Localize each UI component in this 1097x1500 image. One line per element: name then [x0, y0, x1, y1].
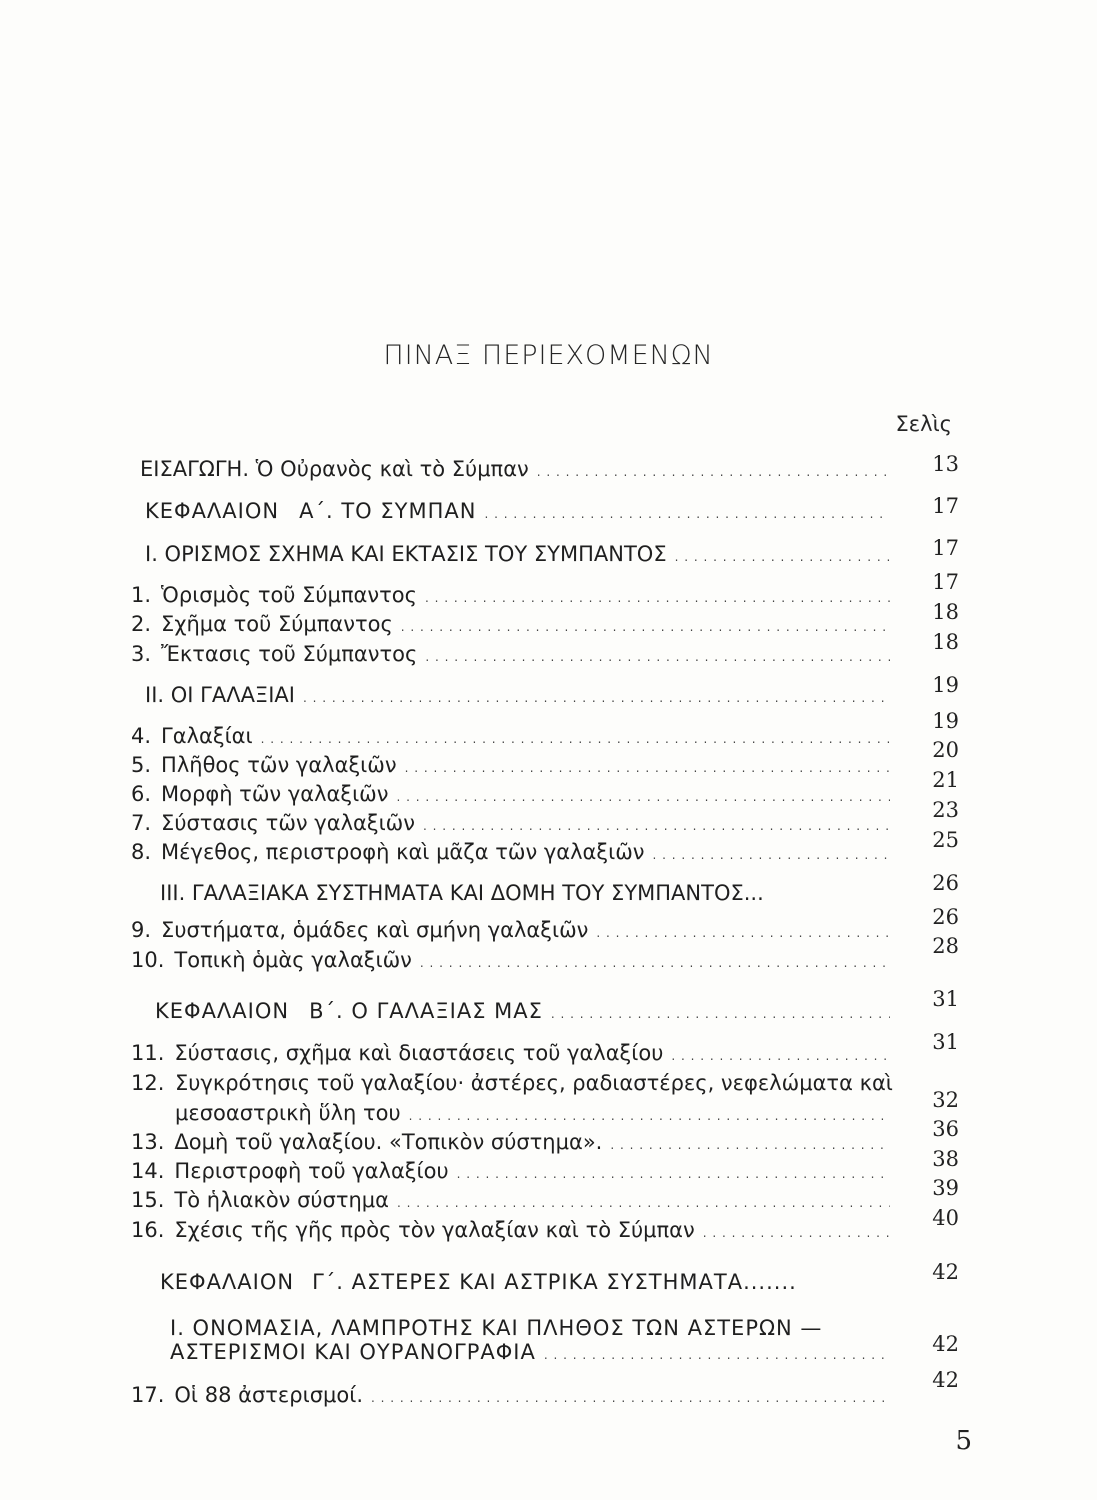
page-ref: 26	[932, 871, 959, 895]
toc-entry[interactable]: 6. Μορφὴ τῶν γαλαξιῶν . . .	[131, 782, 900, 812]
dot-leader	[675, 542, 890, 566]
page-ref: 18	[932, 600, 959, 624]
dot-leader	[423, 811, 890, 835]
dot-leader	[537, 457, 890, 481]
page-ref: 38	[932, 1147, 959, 1171]
dot-leader	[397, 782, 891, 806]
page-ref: 31	[932, 987, 959, 1011]
dot-leader	[596, 918, 890, 942]
toc-section-1[interactable]: Ι. ΟΡΙΣΜΟΣ ΣΧΗΜΑ ΚΑΙ ΕΚΤΑΣΙΣ ΤΟΥ ΣΥΜΠΑΝΤΟΣ . . .	[145, 542, 900, 572]
dot-leader	[425, 583, 890, 607]
dot-leader	[371, 1383, 890, 1407]
toc-entry[interactable]: 16. Σχέσις τῆς γῆς πρὸς τὸν γαλαξίαν καὶ τὸ Σύμπαν . . .	[131, 1218, 900, 1248]
page-ref: 18	[932, 630, 959, 654]
toc-section-c1-line2[interactable]: ΑΣΤΕΡΙΣΜΟΙ ΚΑΙ ΟΥΡΑΝΟΓΡΑΦΙΑ . . .	[170, 1340, 900, 1370]
page-number: 5	[955, 1426, 972, 1456]
page-ref: 42	[932, 1260, 959, 1284]
toc-entry[interactable]: 2. Σχῆμα τοῦ Σύμπαντος . . .	[131, 612, 900, 642]
page-ref: 17	[932, 494, 959, 518]
page-ref: 36	[932, 1117, 959, 1141]
toc-chapter-c[interactable]: ΚΕΦΑΛΑΙΟΝ Γ΄. ΑΣΤΕΡΕΣ ΚΑΙ ΑΣΤΡΙΚΑ ΣΥΣΤΗΜΑΤΑ.......	[160, 1270, 797, 1294]
page-ref: 39	[932, 1176, 959, 1200]
page-ref: 32	[932, 1088, 959, 1112]
toc-entry[interactable]: 8. Μέγεθος, περιστροφὴ καὶ μᾶζα τῶν γαλαξιῶν . . .	[131, 840, 900, 870]
page-ref: 31	[932, 1030, 959, 1054]
dot-leader	[484, 499, 890, 523]
dot-leader	[671, 1041, 890, 1065]
page-ref: 42	[932, 1332, 959, 1356]
dot-leader	[409, 1101, 890, 1125]
toc-section-c1-line1[interactable]: Ι. ΟΝΟΜΑΣΙΑ, ΛΑΜΠΡΟΤΗΣ ΚΑΙ ΠΛΗΘΟΣ ΤΩΝ ΑΣΤΕΡΩΝ —	[170, 1316, 823, 1340]
toc-entry[interactable]: 15. Τὸ ἡλιακὸν σύστημα . . .	[131, 1188, 900, 1218]
dot-leader	[425, 642, 890, 666]
toc-entry[interactable]: 5. Πλῆθος τῶν γαλαξιῶν . . .	[131, 753, 900, 783]
dot-leader	[397, 1188, 890, 1212]
page-ref: 17	[932, 570, 959, 594]
toc-entry[interactable]: 12. Συγκρότησις τοῦ γαλαξίου· ἀστέρες, ραδιαστέρες, νεφελώματα καὶ	[131, 1071, 893, 1095]
toc-entry[interactable]: 7. Σύστασις τῶν γαλαξιῶν . . .	[131, 811, 900, 841]
dot-leader	[401, 612, 890, 636]
page-title: ΠΙΝΑΞ ΠΕΡΙΕΧΟΜΕΝΩΝ	[383, 340, 714, 371]
page-ref: 40	[932, 1206, 959, 1230]
page-ref: 23	[932, 798, 959, 822]
dot-leader	[551, 999, 890, 1023]
page-ref: 26	[932, 905, 959, 929]
page-ref: 42	[932, 1368, 959, 1392]
page-ref: 20	[932, 738, 959, 762]
toc-entry[interactable]: 11. Σύστασις, σχῆμα καὶ διαστάσεις τοῦ γαλαξίου . . .	[131, 1041, 900, 1071]
page-ref: 25	[932, 828, 959, 852]
toc-entry[interactable]: 10. Τοπικὴ ὁμὰς γαλαξιῶν . . .	[131, 948, 900, 978]
dot-leader	[544, 1340, 890, 1364]
dot-leader	[405, 753, 890, 777]
dot-leader	[261, 724, 890, 748]
dot-leader	[610, 1130, 890, 1154]
page-column-label: Σελὶς	[895, 412, 952, 436]
page-ref: 28	[932, 934, 959, 958]
toc-entry-continued[interactable]: μεσοαστρικὴ ὕλη του . . .	[175, 1101, 900, 1131]
dot-leader	[653, 840, 890, 864]
toc-chapter-a[interactable]: ΚΕΦΑΛΑΙΟΝ Α΄. ΤΟ ΣΥΜΠΑΝ . . .	[145, 499, 900, 529]
page-ref: 17	[932, 536, 959, 560]
toc-entry[interactable]: 17. Οἱ 88 ἀστερισμοί. . . .	[131, 1383, 900, 1413]
dot-leader	[457, 1159, 890, 1183]
toc-entry[interactable]: 14. Περιστροφὴ τοῦ γαλαξίου . . .	[131, 1159, 900, 1189]
toc-entry[interactable]: 3. Ἔκτασις τοῦ Σύμπαντος . . .	[131, 642, 900, 672]
page-ref: 13	[932, 452, 959, 476]
toc-entry[interactable]: 13. Δομὴ τοῦ γαλαξίου. «Τοπικὸν σύστημα». . . .	[131, 1130, 900, 1160]
toc-entry[interactable]: 1. Ὁρισμὸς τοῦ Σύμπαντος . . .	[131, 583, 900, 613]
toc-entry[interactable]: 4. Γαλαξίαι . . .	[131, 724, 900, 754]
page-ref: 19	[932, 709, 959, 733]
toc-entry-intro[interactable]: ΕΙΣΑΓΩΓΗ. Ὁ Οὐρανὸς καὶ τὸ Σύμπαν . . .	[140, 457, 900, 487]
page-ref: 19	[932, 673, 959, 697]
toc-section-3[interactable]: ΙΙΙ. ΓΑΛΑΞΙΑΚΑ ΣΥΣΤΗΜΑΤΑ ΚΑΙ ΔΟΜΗ ΤΟΥ ΣΥΜΠΑΝΤΟΣ...	[160, 881, 764, 905]
toc-entry[interactable]: 9. Συστήματα, ὁμάδες καὶ σμήνη γαλαξιῶν . . .	[131, 918, 900, 948]
dot-leader	[703, 1218, 890, 1242]
dot-leader	[420, 948, 890, 972]
toc-section-2[interactable]: ΙΙ. ΟΙ ΓΑΛΑΞΙΑΙ . . .	[145, 683, 900, 713]
toc-chapter-b[interactable]: ΚΕΦΑΛΑΙΟΝ Β΄. Ο ΓΑΛΑΞΙΑΣ ΜΑΣ . . .	[155, 999, 900, 1029]
page-ref: 21	[932, 768, 959, 792]
dot-leader	[303, 683, 890, 707]
